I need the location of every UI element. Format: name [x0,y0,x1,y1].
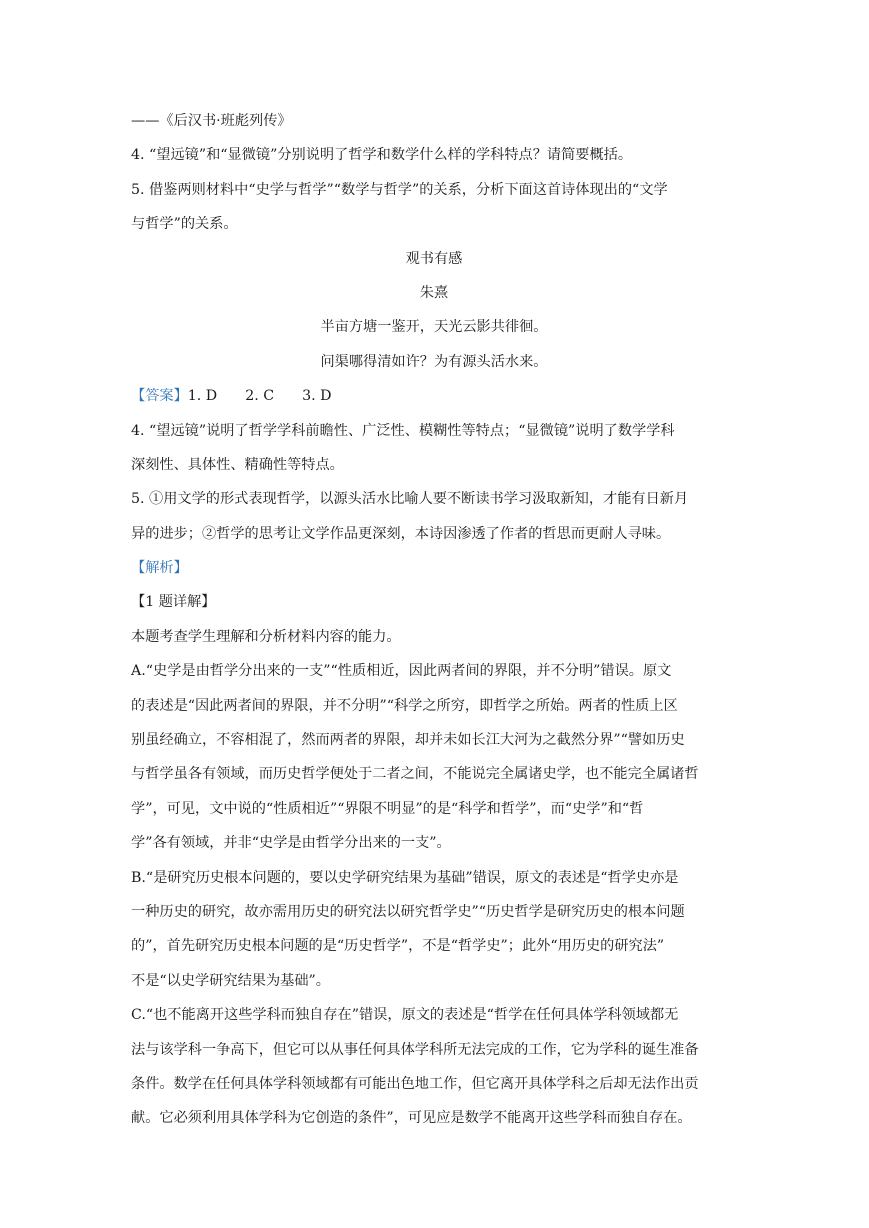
poem-line-1: 半亩方塘一鉴开，天光云影共徘徊。 [320,319,548,336]
question-5-line-1: 5. 借鉴两则材料中“史学与哲学”“数学与哲学”的关系，分析下面这首诗体现出的“文学 [131,181,668,198]
option-a-line-4: 与哲学虽各有领域，而历史哲学便处于二者之间，不能说完全属诸史学，也不能完全属诸哲 [131,766,699,783]
answer-4-line-1: 4. “望远镜”说明了哲学学科前瞻性、广泛性、模糊性等特点；“显微镜”说明了数学学科 [131,422,675,439]
option-a-line-6: 学”各有领域，并非“史学是由哲学分出来的一支”。 [131,835,451,852]
option-c-line-2: 法与该学科一争高下，但它可以从事任何具体学科所无法完成的工作，它为学科的诞生准备 [131,1041,699,1058]
answer-item-2: 2. C [245,388,275,405]
question-5-line-2: 与哲学”的关系。 [131,216,238,233]
option-c-line-3: 条件。数学在任何具体学科领域都有可能出色地工作，但它离开具体学科之后却无法作出贡 [131,1075,699,1092]
answer-item-3: 3. D [302,388,332,405]
option-b-line-1: B.“是研究历史根本问题的，要以史学研究结果为基础”错误，原文的表述是“哲学史亦是 [131,869,679,886]
option-b-line-4: 不是“以史学研究结果为基础”。 [131,972,330,989]
answer-5-line-1: 5. ①用文学的形式表现哲学，以源头活水比喻人要不断读书学习汲取新知，才能有日新月 [131,491,689,508]
answer-4-line-2: 深刻性、具体性、精确性等特点。 [131,456,344,473]
option-a-line-1: A.“史学是由哲学分出来的一支”“性质相近，因此两者间的界限，并不分明”错误。原文 [131,663,672,680]
option-c-line-1: C.“也不能离开这些学科而独自存在”错误，原文的表述是“哲学在任何具体学科领域都无 [131,1007,679,1024]
poem-title: 观书有感 [405,250,463,267]
source-citation: ——《后汉书·班彪列传》 [131,113,292,129]
answer-tag: 【答案】 [131,388,188,405]
poem-author: 朱熹 [419,284,449,301]
poem-line-2: 问渠哪得清如许？为有源头活水来。 [320,353,548,370]
option-b-line-3: 的”，首先研究历史根本问题的是“历史哲学”，不是“哲学史”；此外“用历史的研究法” [131,938,665,955]
option-a-line-2: 的表述是“因此两者间的界限，并不分明”“科学之所穷，即哲学之所始。两者的性质上区 [131,697,678,714]
analysis-section-heading: 【1 题详解】 [131,594,216,611]
option-b-line-2: 一种历史的研究，故亦需用历史的研究法以研究哲学史”“历史哲学是研究历史的根本问题 [131,903,685,920]
analysis-intro: 本题考查学生理解和分析材料内容的能力。 [131,628,401,645]
option-c-line-4: 献。它必须利用具体学科为它创造的条件”，可见应是数学不能离开这些学科而独自存在。 [131,1110,692,1127]
option-a-line-3: 别虽经确立，不容相混了，然而两者的界限，却并未如长江大河为之截然分界”“譬如历史 [131,732,685,749]
analysis-tag: 【解析】 [131,560,188,577]
answer-5-line-2: 异的进步；②哲学的思考让文学作品更深刻，本诗因渗透了作者的哲思而更耐人寻味。 [131,525,671,542]
document-page [131,104,737,1136]
answer-item-1: 1. D [187,388,218,405]
option-a-line-5: 学”，可见，文中说的“性质相近”“界限不明显”的是“科学和哲学”，而“史学”和“哲 [131,800,644,817]
answer-row [131,379,737,413]
question-4: 4. “望远镜”和“显微镜”分别说明了哲学和数学什么样的学科特点？请简要概括。 [131,147,633,164]
